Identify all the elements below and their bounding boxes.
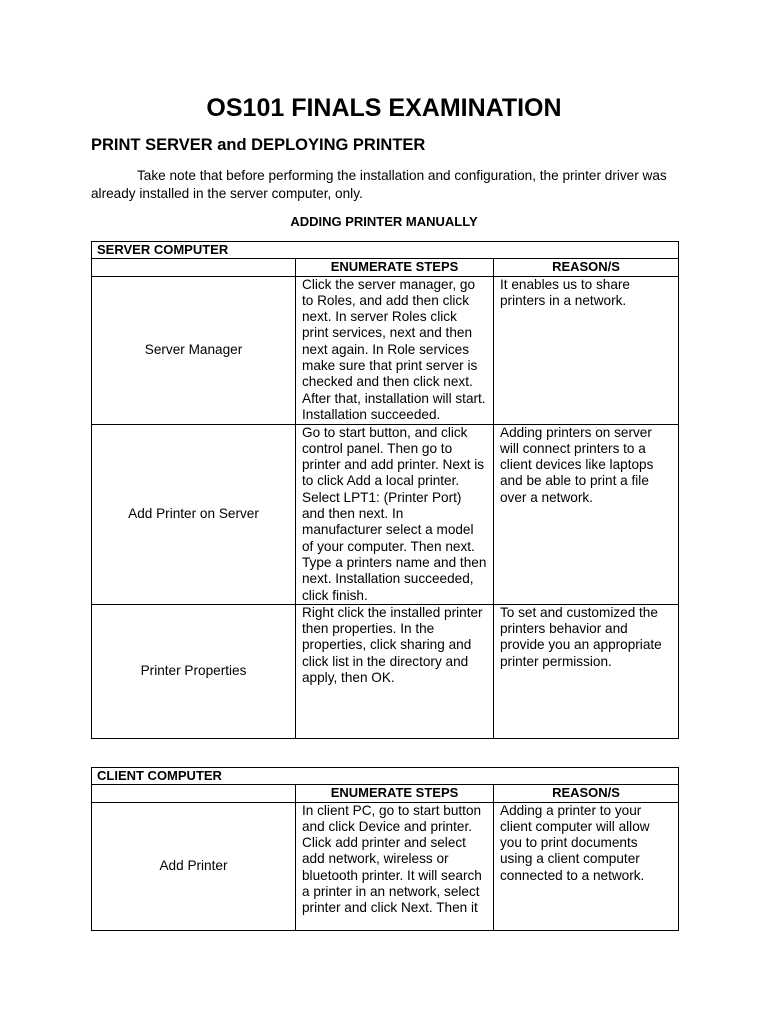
page-title: OS101 FINALS EXAMINATION — [206, 94, 562, 122]
table-row — [92, 276, 679, 424]
table-row — [92, 802, 679, 930]
row-label: Add Printer on Server — [92, 424, 296, 604]
row-steps: Right click the installed printer then properties. In the properties, click sharing and click list in the directory and apply, then OK. — [296, 604, 494, 738]
client-computer-table — [91, 767, 679, 931]
empty-header-cell — [92, 259, 296, 276]
table-title-row — [92, 242, 679, 259]
empty-header-cell — [92, 785, 296, 802]
row-reason: To set and customized the printers behavior and provide you an appropriate printer permission. — [494, 604, 679, 738]
row-reason: It enables us to share printers in a network. — [494, 276, 679, 424]
row-steps: In client PC, go to start button and click Device and printer. Click add printer and select add network, wireless or bluetooth printer. It will search a printer in an network, select printer and click Next. Then it — [296, 802, 494, 930]
section-heading: PRINT SERVER and DEPLOYING PRINTER — [91, 136, 426, 154]
table-row — [92, 604, 679, 738]
sub-heading: ADDING PRINTER MANUALLY — [290, 214, 478, 229]
table-header-row — [92, 785, 679, 802]
row-label: Add Printer — [92, 802, 296, 930]
row-steps: Go to start button, and click control panel. Then go to printer and add printer. Next is to click Add a local printer. Select LPT1: (Printer Port) and then next. In manufacturer select a model of your computer. Then next. Type a printers name and then next. Installation succeeded, click finish. — [296, 424, 494, 604]
row-reason: Adding a printer to your client computer will allow you to print documents using a client computer connected to a network. — [494, 802, 679, 930]
table-title-row — [92, 768, 679, 785]
table-row — [92, 424, 679, 604]
table-header-row — [92, 259, 679, 276]
row-steps: Click the server manager, go to Roles, and add then click next. In server Roles click print services, next and then next again. In Role services make sure that print server is checked and then click next. After that, installation will start. Installation succeeded. — [296, 276, 494, 424]
column-header-steps: ENUMERATE STEPS — [296, 259, 494, 276]
column-header-steps: ENUMERATE STEPS — [296, 785, 494, 802]
column-header-reasons: REASON/S — [494, 785, 679, 802]
row-label: Printer Properties — [92, 604, 296, 738]
column-header-reasons: REASON/S — [494, 259, 679, 276]
table-title: SERVER COMPUTER — [92, 242, 679, 259]
row-reason: Adding printers on server will connect printers to a client devices like laptops and be able to print a file over a network. — [494, 424, 679, 604]
row-label: Server Manager — [92, 276, 296, 424]
server-computer-table — [91, 241, 679, 739]
intro-paragraph: Take note that before performing the installation and configuration, the printer driver was already installed in the server computer, only. — [91, 168, 667, 201]
table-title: CLIENT COMPUTER — [92, 768, 679, 785]
